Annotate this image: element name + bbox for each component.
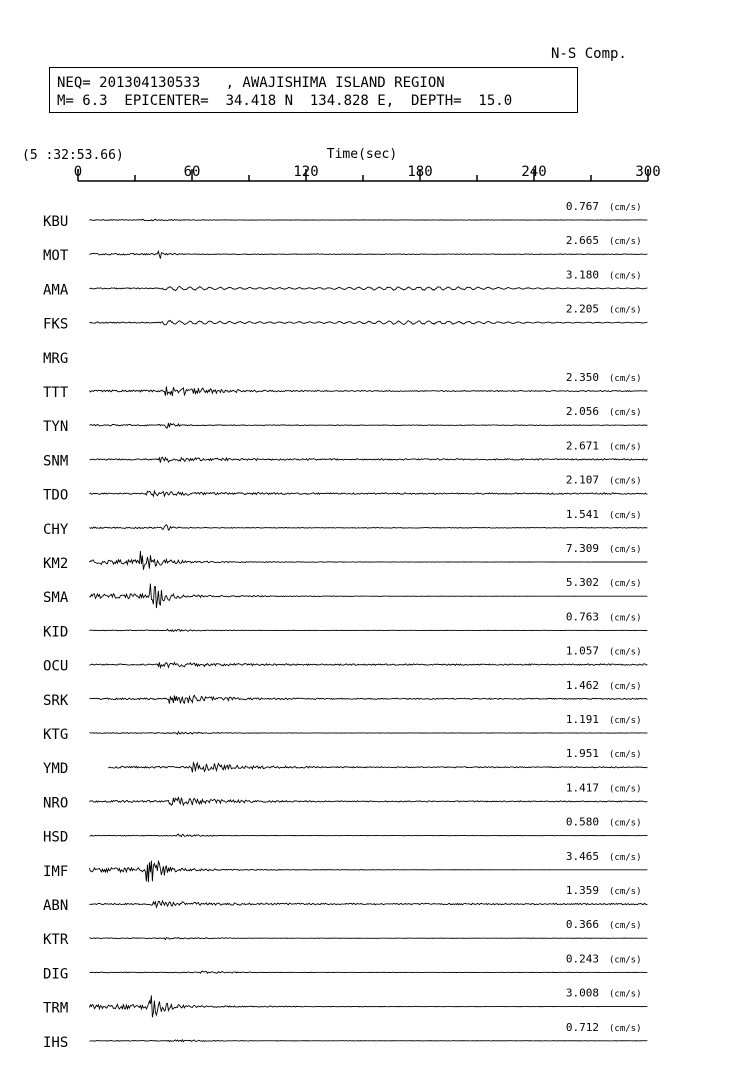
- peak-value: 0.366: [565, 918, 599, 932]
- waveform: [89, 457, 647, 462]
- trace-ocu: [43, 645, 647, 675]
- waveform: [89, 551, 647, 570]
- station-label: FKS: [43, 316, 69, 333]
- station-label: MOT: [43, 248, 69, 265]
- peak-value: 2.671: [565, 439, 599, 453]
- station-label: AMA: [43, 282, 69, 299]
- trace-mrg: [43, 351, 68, 367]
- station-label: ABN: [43, 898, 69, 914]
- trace-ihs: [43, 1021, 647, 1051]
- time-tick-label: 240: [521, 164, 547, 180]
- peak-value: 2.205: [565, 302, 599, 316]
- peak-unit: (cm/s): [609, 750, 642, 761]
- peak-value: 0.580: [565, 815, 599, 829]
- waveform: [89, 971, 647, 973]
- time-tick-label: 60: [183, 164, 201, 180]
- station-label: TDO: [43, 487, 69, 504]
- station-label: KID: [43, 624, 69, 641]
- trace-ymd: [43, 747, 647, 777]
- station-label: NRO: [43, 795, 69, 812]
- peak-unit: (cm/s): [609, 818, 642, 829]
- peak-value: 1.951: [565, 747, 599, 761]
- trace-mot: [43, 234, 647, 264]
- station-label: IMF: [43, 863, 69, 880]
- time-tick-label: 120: [293, 164, 319, 180]
- peak-unit: (cm/s): [609, 681, 642, 692]
- trace-ama: [43, 268, 647, 298]
- waveform: [89, 732, 647, 735]
- station-label: MRG: [43, 350, 69, 367]
- peak-unit: (cm/s): [609, 784, 642, 795]
- waveform: [89, 286, 647, 290]
- trace-ktr: [43, 918, 647, 948]
- station-label: KM2: [43, 556, 69, 572]
- station-label: CHY: [43, 521, 69, 538]
- peak-value: 2.056: [565, 405, 599, 419]
- waveform: [89, 901, 647, 907]
- station-label: OCU: [43, 658, 69, 675]
- waveform: [89, 834, 647, 837]
- time-tick-label: 300: [635, 164, 661, 180]
- peak-unit: (cm/s): [609, 852, 642, 863]
- peak-unit: (cm/s): [609, 613, 642, 624]
- waveform: [89, 662, 647, 667]
- peak-unit: (cm/s): [609, 271, 642, 282]
- peak-unit: (cm/s): [609, 545, 642, 555]
- component-label: N-S Comp.: [551, 46, 627, 62]
- trace-hsd: [43, 816, 647, 846]
- waveform: [89, 525, 647, 530]
- peak-unit: (cm/s): [609, 716, 642, 726]
- waveform: [89, 797, 647, 805]
- peak-unit: (cm/s): [609, 955, 642, 966]
- peak-value: 1.191: [565, 713, 599, 726]
- station-label: TRM: [43, 1000, 69, 1017]
- trace-trm: [43, 987, 647, 1018]
- time-tick-label: 180: [407, 164, 433, 180]
- trace-dig: [43, 952, 647, 982]
- station-label: YMD: [43, 761, 69, 778]
- peak-value: 1.057: [565, 644, 599, 658]
- station-label: KBU: [43, 214, 69, 230]
- waveform: [89, 584, 647, 608]
- station-label: SMA: [43, 590, 69, 607]
- peak-unit: (cm/s): [609, 1023, 642, 1034]
- trace-ttt: [43, 371, 647, 401]
- peak-value: 7.309: [565, 542, 599, 555]
- waveform: [89, 937, 647, 939]
- peak-value: 0.767: [565, 200, 599, 213]
- peak-unit: (cm/s): [609, 305, 642, 316]
- peak-value: 2.107: [565, 473, 599, 487]
- trace-sma: [43, 576, 647, 608]
- peak-unit: (cm/s): [609, 374, 642, 384]
- peak-value: 1.359: [565, 884, 599, 897]
- trace-km2: [43, 542, 647, 572]
- event-header-line-2: M= 6.3 EPICENTER= 34.418 N 134.828 E, DEPTH= 15.0: [57, 93, 513, 109]
- waveform: [89, 995, 647, 1017]
- station-label: TTT: [43, 385, 69, 401]
- peak-value: 0.243: [565, 952, 599, 966]
- waveform: [89, 629, 647, 631]
- station-label: DIG: [43, 966, 69, 983]
- station-label: HSD: [43, 829, 69, 846]
- trace-kid: [43, 610, 647, 640]
- peak-value: 3.180: [565, 268, 599, 282]
- peak-value: 3.465: [565, 849, 599, 863]
- trace-imf: [43, 850, 647, 882]
- trace-chy: [43, 508, 647, 538]
- x-axis-label: Time(sec): [326, 147, 398, 162]
- peak-unit: (cm/s): [609, 579, 642, 590]
- trace-srk: [43, 679, 647, 709]
- peak-unit: (cm/s): [609, 237, 642, 248]
- station-label: KTR: [43, 932, 69, 949]
- waveform: [89, 861, 647, 883]
- peak-value: 1.541: [565, 507, 599, 521]
- peak-value: 3.008: [565, 986, 599, 1000]
- peak-unit: (cm/s): [609, 921, 642, 932]
- peak-unit: (cm/s): [609, 203, 642, 213]
- peak-unit: (cm/s): [609, 476, 642, 487]
- event-header-line-1: NEQ= 201304130533 , AWAJISHIMA ISLAND REGION: [57, 75, 445, 91]
- peak-value: 2.350: [565, 371, 599, 384]
- station-label: TYN: [43, 419, 69, 436]
- peak-value: 0.712: [565, 1020, 599, 1034]
- trace-snm: [43, 439, 647, 469]
- waveform: [89, 386, 647, 396]
- peak-value: 1.462: [565, 678, 599, 692]
- peak-unit: (cm/s): [609, 989, 642, 1000]
- trace-ktg: [43, 713, 647, 743]
- trace-tdo: [43, 474, 647, 504]
- trace-group: [43, 200, 647, 1051]
- trace-fks: [43, 303, 647, 333]
- trace-nro: [43, 781, 647, 811]
- peak-value: 5.302: [565, 576, 599, 590]
- waveform: [89, 491, 647, 496]
- waveform: [89, 423, 647, 428]
- peak-unit: (cm/s): [609, 442, 642, 453]
- peak-unit: (cm/s): [609, 887, 642, 897]
- waveform: [89, 251, 647, 258]
- station-label: KTG: [43, 727, 69, 743]
- peak-unit: (cm/s): [609, 510, 642, 521]
- trace-tyn: [43, 405, 647, 435]
- waveform: [89, 219, 647, 221]
- trace-kbu: [43, 200, 647, 230]
- station-label: IHS: [43, 1034, 69, 1051]
- peak-unit: (cm/s): [609, 647, 642, 658]
- waveform: [89, 1040, 647, 1042]
- peak-value: 2.665: [565, 234, 599, 248]
- time-axis: [74, 164, 661, 181]
- waveform: [89, 320, 647, 324]
- waveform: [89, 695, 647, 703]
- trace-abn: [43, 884, 647, 914]
- peak-value: 0.763: [565, 610, 599, 624]
- peak-unit: (cm/s): [609, 408, 642, 419]
- start-time-label: (5 :32:53.66): [22, 148, 124, 163]
- station-label: SRK: [43, 692, 69, 709]
- time-tick-label: 0: [73, 164, 83, 180]
- peak-value: 1.417: [565, 781, 599, 795]
- waveform: [108, 763, 647, 773]
- station-label: SNM: [43, 453, 69, 470]
